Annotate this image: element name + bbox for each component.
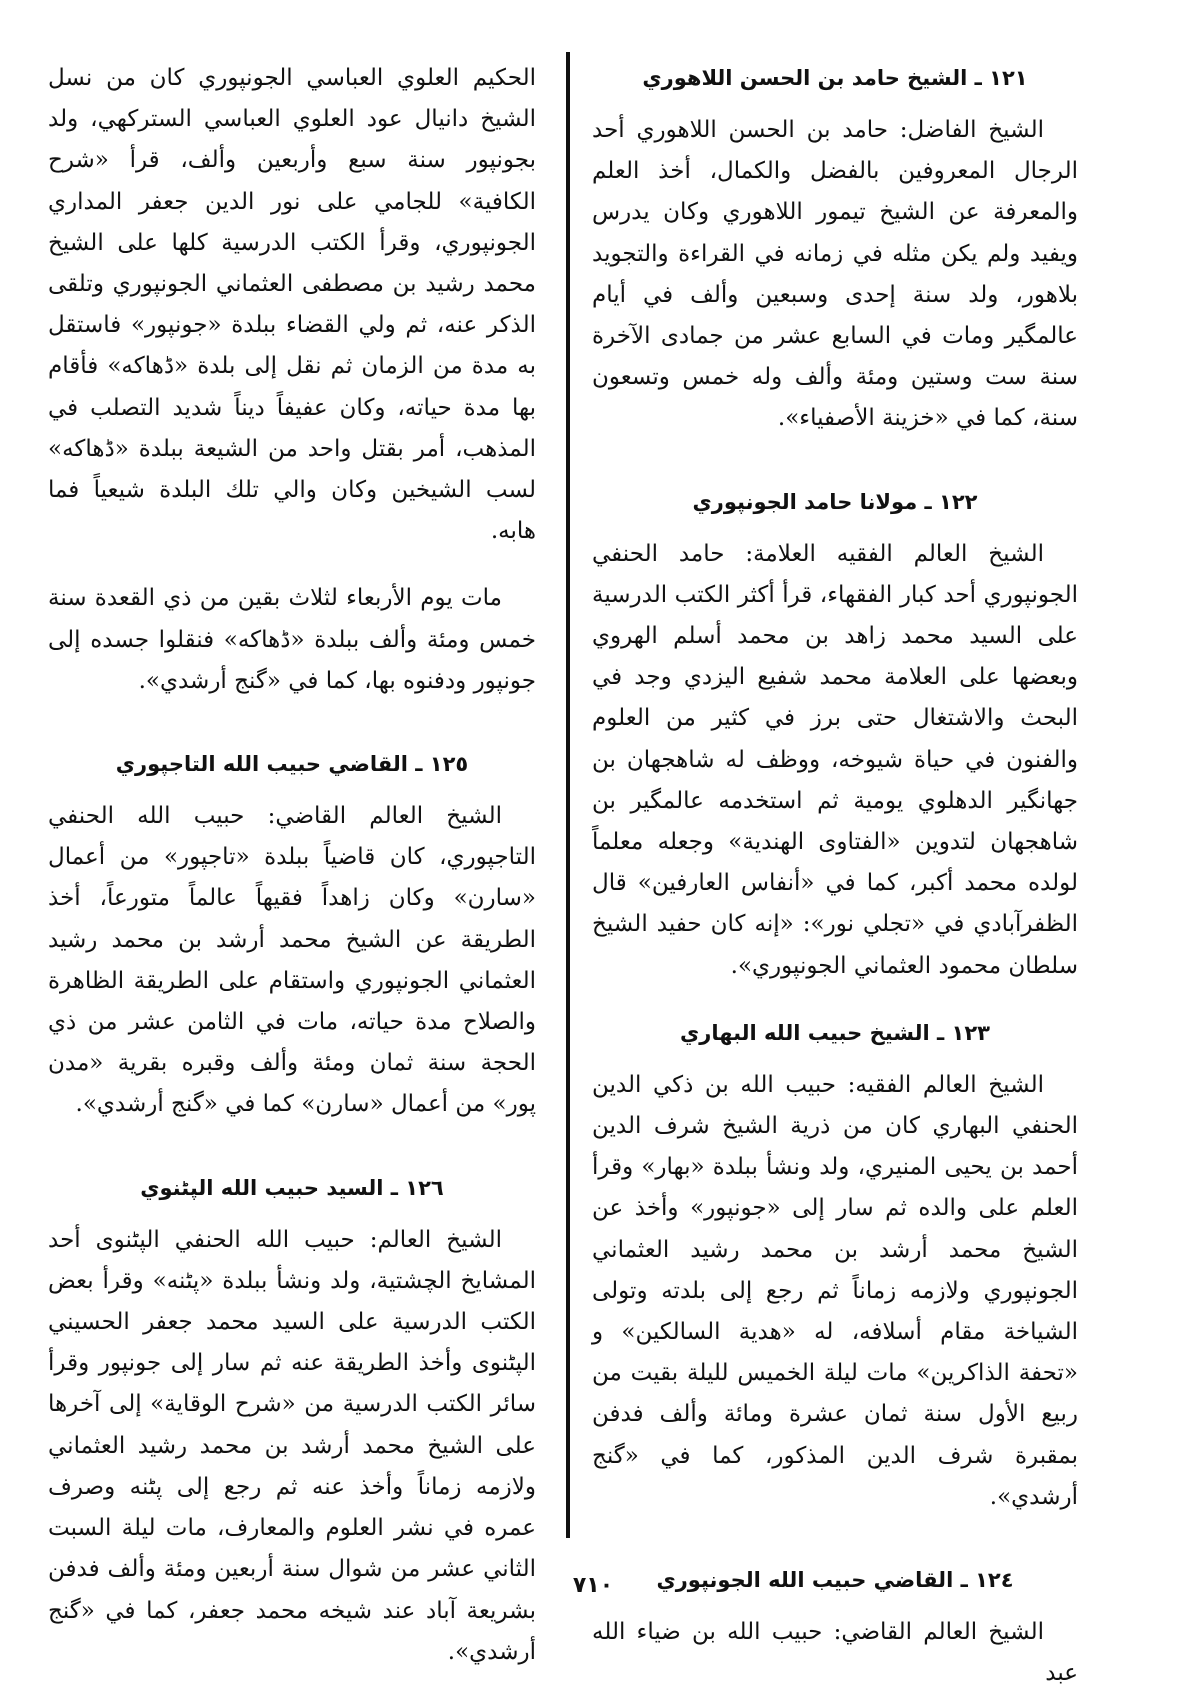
entry-125-body: الشيخ العالم القاضي: حبيب الله الحنفي التاجپوري، كان قاضياً ببلدة «تاجپور» من أعمال «سارن» وكان زاهداً فقيهاً عالماً متورعاً، أخذ الطريقة عن الشيخ محمد أرشد بن محمد رشيد العثماني الجونپوري واستقام على الطريقة الظاهرة والصلاح مدة حياته، مات في الثامن عشر من ذي الحجة سنة ثمان ومئة وألف وقبره بقرية «مدن پور» من أعمال «سارن» كما في «گنج أرشدي».	[48, 803, 536, 1118]
entry-124-heading: ١٢٤ ـ القاضي حبيب الله الجونپوري	[656, 1568, 1014, 1593]
left-column	[48, 58, 536, 1673]
entry-124-death-paragraph: مات يوم الأربعاء لثلاث بقين من ذي القعدة سنة خمس ومئة وألف ببلدة «ڈهاكه» فنقلوا جسده إلى جونپور ودفنوه بها، كما في «گنج أرشدي».	[48, 585, 536, 694]
entry-124-body-start: الشيخ العالم القاضي: حبيب الله بن ضياء الله عبد	[592, 1619, 1078, 1687]
entry-123-body: الشيخ العالم الفقيه: حبيب الله بن ذكي الدين الحنفي البهاري كان من ذرية الشيخ شرف الدين أحمد بن يحيى المنيري، ولد ونشأ ببلدة «بهار» وقرأ العلم على والده ثم سار إلى «جونپور» وأخذ عن الشيخ محمد أرشد بن محمد رشيد العثماني الجونپوري ولازمه زماناً ثم رجع إلى بلدته وتولى الشياخة مقام أسلافه، له «هدية السالكين» و «تحفة الذاكرين» مات ليلة الخميس لليلة بقيت من ربيع الأول سنة ثمان عشرة ومائة وألف فدفن بمقبرة شرف الدين المذكور، كما في «گنج أرشدي».	[592, 1071, 1078, 1510]
entry-123-heading: ١٢٣ ـ الشيخ حبيب الله البهاري	[680, 1020, 990, 1045]
entry-126-heading: ١٢٦ ـ السيد حبيب الله الپٹنوي	[140, 1175, 444, 1200]
entry-122-heading: ١٢٢ ـ مولانا حامد الجونپوري	[692, 489, 978, 514]
entry-125-heading: ١٢٥ ـ القاضي حبيب الله التاجپوري	[115, 752, 469, 777]
entry-121-heading: ١٢١ ـ الشيخ حامد بن الحسن اللاهوري	[642, 66, 1028, 90]
entry-126-body: الشيخ العالم: حبيب الله الحنفي الپٹنوى أحد المشايخ الچشتية، ولد ونشأ ببلدة «پٹنه» وقرأ بعض الكتب الدرسية على السيد محمد جعفر الحسيني الپٹنوى وأخذ الطريقة عنه ثم سار إلى جونپور وقرأ سائر الكتب الدرسية من «شرح الوقاية» إلى آخرها على الشيخ محمد أرشد بن محمد رشيد العثماني ولازمه زماناً وأخذ عنه ثم رجع إلى پٹنه وصرف عمره في نشر العلوم والمعارف، مات ليلة السبت الثاني عشر من شوال سنة أربعين ومئة وألف فدفن بشريعة آباد عند شيخه محمد جعفر، كما في «گنج أرشدي».	[48, 1226, 536, 1665]
right-column	[592, 58, 1078, 1695]
entry-124-body-continued: الحكيم العلوي العباسي الجونپوري كان من نسل الشيخ دانيال عود العلوي العباسي الستركهي، ولد بجونپور سنة سبع وأربعين وألف، قرأ «شرح الكافية» للجامي على نور الدين جعفر المداري الجونپوري، وقرأ الكتب الدرسية كلها على الشيخ محمد رشيد بن مصطفى العثماني الجونپوري وتلقى الذكر عنه، ثم ولي القضاء ببلدة «جونپور» فاستقل به مدة من الزمان ثم نقل إلى بلدة «ڈهاكه» فأقام بها مدة حياته، وكان عفيفاً ديناً شديد التصلب في المذهب، أمر بقتل واحد من الشيعة ببلدة «ڈهاكه» لسب الشيخين وكان والي تلك البلدة شيعياً فما هابه.	[48, 65, 536, 545]
column-divider	[566, 52, 570, 1538]
entry-122-body: الشيخ العالم الفقيه العلامة: حامد الحنفي الجونپوري أحد كبار الفقهاء، قرأ أكثر الكتب الدرسية على السيد محمد زاهد بن محمد أسلم الهروي وبعضها على العلامة محمد شفيع اليزدي وجد في البحث والاشتغال حتى برز في كثير من العلوم والفنون في حياة شيوخه، ووظف له شاهجهان بن جهانگير الدهلوي يومية ثم استخدمه عالمگير بن شاهجهان لتدوين «الفتاوى الهندية» وجعله معلماً لولده محمد أكبر، كما في «أنفاس العارفين» قال الظفرآبادي في «تجلي نور»: «إنه كان حفيد الشيخ سلطان محمود العثماني الجونپوري».	[592, 540, 1078, 979]
page-number: ٧١٠	[572, 1573, 614, 1598]
entry-121-body: الشيخ الفاضل: حامد بن الحسن اللاهوري أحد الرجال المعروفين بالفضل والكمال، أخذ العلم والمعرفة عن الشيخ تيمور اللاهوري وكان يدرس ويفيد ولم يكن مثله في زمانه في القراءة والتجويد بلاهور، ولد سنة إحدى وسبعين وألف في أيام عالمگير ومات في السابع عشر من جمادى الآخرة سنة ست وستين ومئة وألف وله خمس وتسعون سنة، كما في «خزينة الأصفياء».	[592, 117, 1078, 432]
